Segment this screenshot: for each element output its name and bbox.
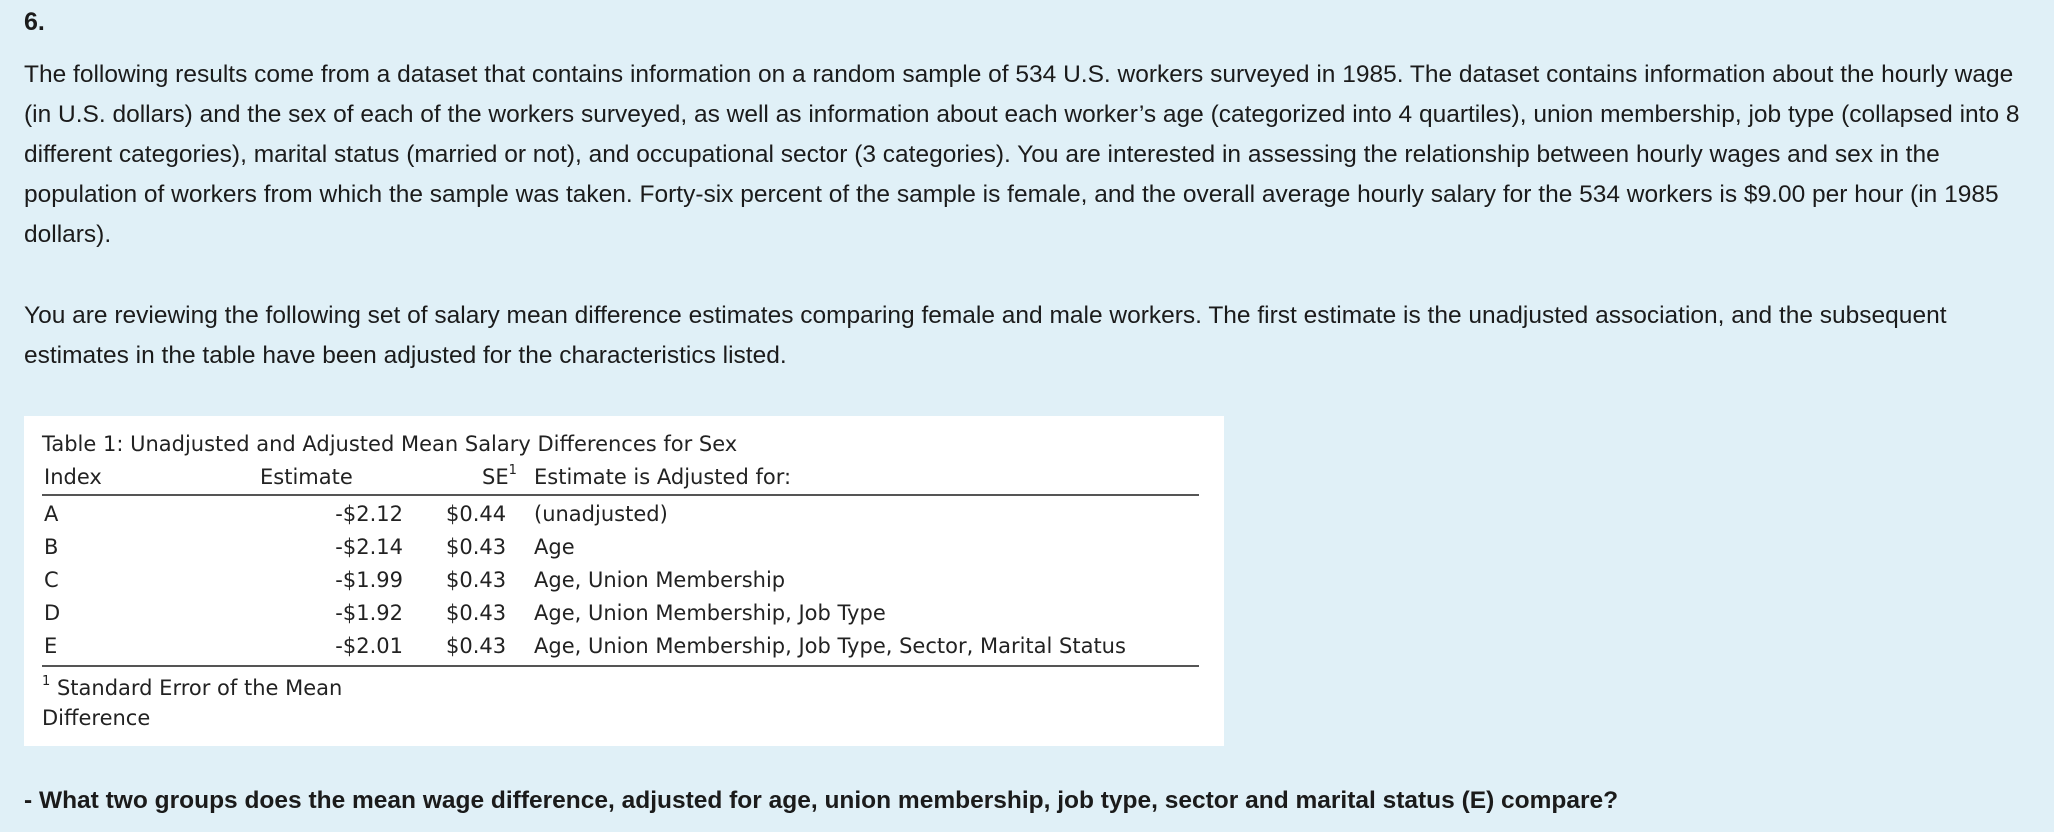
table-header-row <box>42 460 1199 496</box>
row-index: A <box>44 502 59 526</box>
table-row <box>42 498 1199 531</box>
row-estimate: -$2.01 <box>335 634 403 658</box>
header-se <box>482 460 517 494</box>
row-adjusted-for: (unadjusted) <box>534 502 668 526</box>
row-estimate: -$2.14 <box>335 535 403 559</box>
row-se: $0.44 <box>446 502 507 526</box>
row-se: $0.43 <box>446 568 507 592</box>
question-prompt: - What two groups does the mean wage difference, adjusted for age, union membership, job type, sector and marital status (E) compare? <box>24 787 1619 814</box>
row-adjusted-for: Age, Union Membership, Job Type <box>534 601 886 625</box>
mean-difference-table <box>42 428 1199 733</box>
table-body <box>42 496 1199 667</box>
table-row <box>42 630 1199 663</box>
row-index: B <box>44 535 59 559</box>
row-estimate: -$1.99 <box>335 568 403 592</box>
row-index: E <box>44 634 58 658</box>
row-adjusted-for: Age, Union Membership <box>534 568 786 592</box>
footnote-text: Standard Error of the Mean Difference <box>42 676 343 730</box>
header-se-footnote-marker: 1 <box>508 463 517 478</box>
row-se: $0.43 <box>446 535 507 559</box>
table-image-panel <box>24 416 1224 746</box>
row-index: C <box>44 568 59 592</box>
row-se: $0.43 <box>446 601 507 625</box>
row-estimate: -$1.92 <box>335 601 403 625</box>
header-adjusted-for: Estimate is Adjusted for: <box>534 465 792 489</box>
table-caption: Table 1: Unadjusted and Adjusted Mean Salary Differences for Sex <box>42 432 738 456</box>
table-row <box>42 564 1199 597</box>
question-number: 6. <box>24 8 45 36</box>
row-index: D <box>44 601 61 625</box>
context-paragraph: You are reviewing the following set of salary mean difference estimates comparing female and male workers. The first estimate is the unadjusted association, and the subsequent estimates in the table have been adjusted for the characteristics listed. <box>24 302 1947 369</box>
row-adjusted-for: Age <box>534 535 575 559</box>
header-se-label: SE <box>482 465 509 489</box>
row-estimate: -$2.12 <box>335 502 403 526</box>
header-estimate: Estimate <box>260 465 353 489</box>
footnote-marker: 1 <box>42 674 51 689</box>
row-se: $0.43 <box>446 634 507 658</box>
row-adjusted-for: Age, Union Membership, Job Type, Sector, Marital Status <box>534 634 1126 658</box>
table-footnote <box>42 673 382 733</box>
table-row <box>42 597 1199 630</box>
intro-paragraph: The following results come from a dataset that contains information on a random sample of 534 U.S. workers surveyed in 1985. The dataset contains information about the hourly wage (in U.S. dollars) and the sex of each of the workers surveyed, as well as information about each worker’s age (categorized into 4 quartiles), union membership, job type (collapsed into 8 different categories), marital status (married or not), and occupational sector (3 categories). You are interested in assessing the relationship between hourly wages and sex in the population of workers from which the sample was taken. Forty-six percent of the sample is female, and the overall average hourly salary for the 534 workers is $9.00 per hour (in 1985 dollars). <box>24 61 2020 248</box>
header-index: Index <box>44 465 102 489</box>
table-row <box>42 531 1199 564</box>
